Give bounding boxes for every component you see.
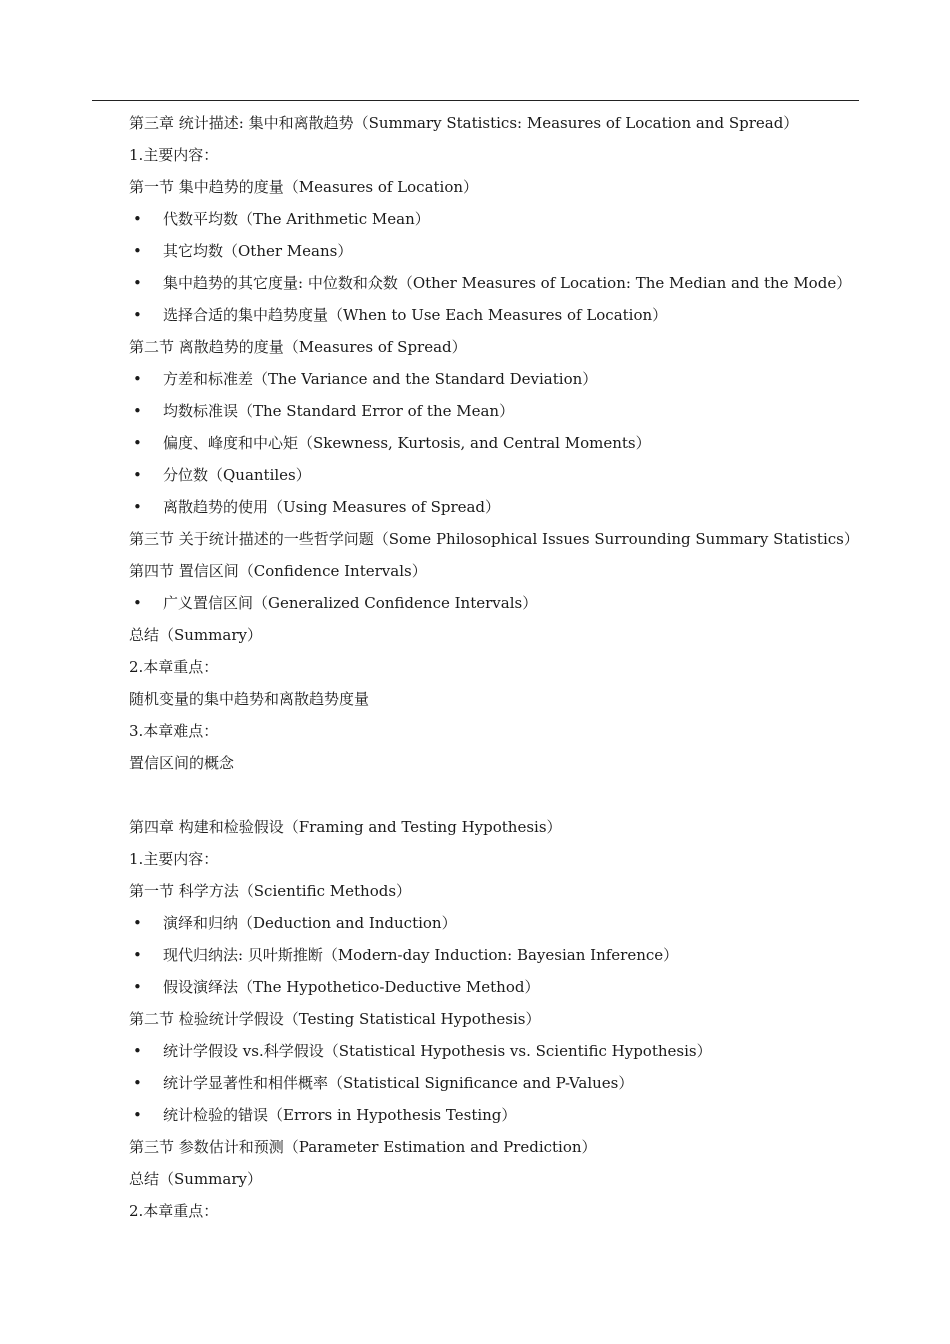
- ch3-section-2-heading: 第二节 离散趋势的度量（Measures of Spread）: [129, 338, 467, 356]
- bullet-icon: •: [133, 946, 142, 964]
- bullet-icon: •: [133, 1042, 142, 1060]
- chapter-3-summary: 总结（Summary）: [129, 626, 262, 644]
- bullet-icon: •: [133, 1106, 142, 1124]
- list-item-text: 代数平均数（The Arithmetic Mean）: [163, 210, 430, 228]
- list-item-text: 集中趋势的其它度量: 中位数和众数（Other Measures of Location: The Median and the Mode）: [163, 274, 852, 292]
- chapter-4-title: 第四章 构建和检验假设（Framing and Testing Hypothesis）: [129, 818, 562, 836]
- bullet-icon: •: [133, 402, 142, 420]
- chapter-3-difficulties-label: 3.本章难点：: [129, 722, 219, 740]
- list-item: [129, 270, 889, 302]
- list-item: [129, 1038, 889, 1070]
- header-rule: [92, 100, 859, 101]
- list-item: [129, 910, 889, 942]
- list-item-text: 广义置信区间（Generalized Confidence Intervals）: [163, 594, 538, 612]
- chapter-4-key-points-label: 2.本章重点：: [129, 1202, 219, 1220]
- list-item: [129, 206, 889, 238]
- ch3-section-1-heading: 第一节 集中趋势的度量（Measures of Location）: [129, 178, 479, 196]
- list-item-text: 现代归纳法: 贝叶斯推断（Modern-day Induction: Bayesian Inference）: [163, 946, 679, 964]
- list-item-text: 演绎和归纳（Deduction and Induction）: [163, 914, 457, 932]
- list-item-text: 分位数（Quantiles）: [163, 466, 311, 484]
- list-item: [129, 430, 889, 462]
- bullet-icon: •: [133, 242, 142, 260]
- list-item: [129, 398, 889, 430]
- chapter-3-key-points-label: 2.本章重点：: [129, 658, 219, 676]
- bullet-icon: •: [133, 914, 142, 932]
- chapter-4-summary: 总结（Summary）: [129, 1170, 262, 1188]
- list-item-text: 统计学显著性和相伴概率（Statistical Significance and P-Values）: [163, 1074, 634, 1092]
- list-item-text: 其它均数（Other Means）: [163, 242, 353, 260]
- bullet-icon: •: [133, 306, 142, 324]
- list-item: [129, 238, 889, 270]
- chapter-3-difficulties: 置信区间的概念: [129, 754, 235, 772]
- bullet-icon: •: [133, 1074, 142, 1092]
- list-item-text: 统计学假设 vs.科学假设（Statistical Hypothesis vs. Scientific Hypothesis）: [163, 1042, 712, 1060]
- list-item-text: 假设演绎法（The Hypothetico-Deductive Method）: [163, 978, 540, 996]
- bullet-icon: •: [133, 498, 142, 516]
- chapter-3-main-content-label: 1.主要内容：: [129, 146, 219, 164]
- list-item-text: 均数标准误（The Standard Error of the Mean）: [163, 402, 515, 420]
- ch4-section-3-heading: 第三节 参数估计和预测（Parameter Estimation and Prediction）: [129, 1138, 597, 1156]
- ch3-section-4-heading: 第四节 置信区间（Confidence Intervals）: [129, 562, 427, 580]
- list-item: [129, 1070, 889, 1102]
- chapter-4-main-content-label: 1.主要内容：: [129, 850, 219, 868]
- list-item-text: 偏度、峰度和中心矩（Skewness, Kurtosis, and Central Moments）: [163, 434, 651, 452]
- bullet-icon: •: [133, 370, 142, 388]
- list-item: [129, 462, 889, 494]
- bullet-icon: •: [133, 978, 142, 996]
- list-item: [129, 942, 889, 974]
- ch4-section-1-heading: 第一节 科学方法（Scientific Methods）: [129, 882, 412, 900]
- ch3-section-3-heading: 第三节 关于统计描述的一些哲学问题（Some Philosophical Issues Surrounding Summary Statistics）: [129, 530, 859, 548]
- chapter-3-title: 第三章 统计描述: 集中和离散趋势（Summary Statistics: Measures of Location and Spread）: [129, 114, 799, 132]
- list-item-text: 离散趋势的使用（Using Measures of Spread）: [163, 498, 501, 516]
- bullet-icon: •: [133, 274, 142, 292]
- bullet-icon: •: [133, 594, 142, 612]
- list-item-text: 选择合适的集中趋势度量（When to Use Each Measures of Location）: [163, 306, 668, 324]
- chapter-spacer: [129, 782, 889, 814]
- chapter-3-key-points: 随机变量的集中趋势和离散趋势度量: [129, 690, 370, 708]
- document-body: [129, 110, 889, 1230]
- bullet-icon: •: [133, 434, 142, 452]
- list-item: [129, 590, 889, 622]
- list-item-text: 统计检验的错误（Errors in Hypothesis Testing）: [163, 1106, 517, 1124]
- ch4-section-2-heading: 第二节 检验统计学假设（Testing Statistical Hypothesis）: [129, 1010, 541, 1028]
- list-item-text: 方差和标准差（The Variance and the Standard Deviation）: [163, 370, 598, 388]
- list-item: [129, 302, 889, 334]
- list-item: [129, 494, 889, 526]
- list-item: [129, 366, 889, 398]
- bullet-icon: •: [133, 210, 142, 228]
- list-item: [129, 974, 889, 1006]
- bullet-icon: •: [133, 466, 142, 484]
- list-item: [129, 1102, 889, 1134]
